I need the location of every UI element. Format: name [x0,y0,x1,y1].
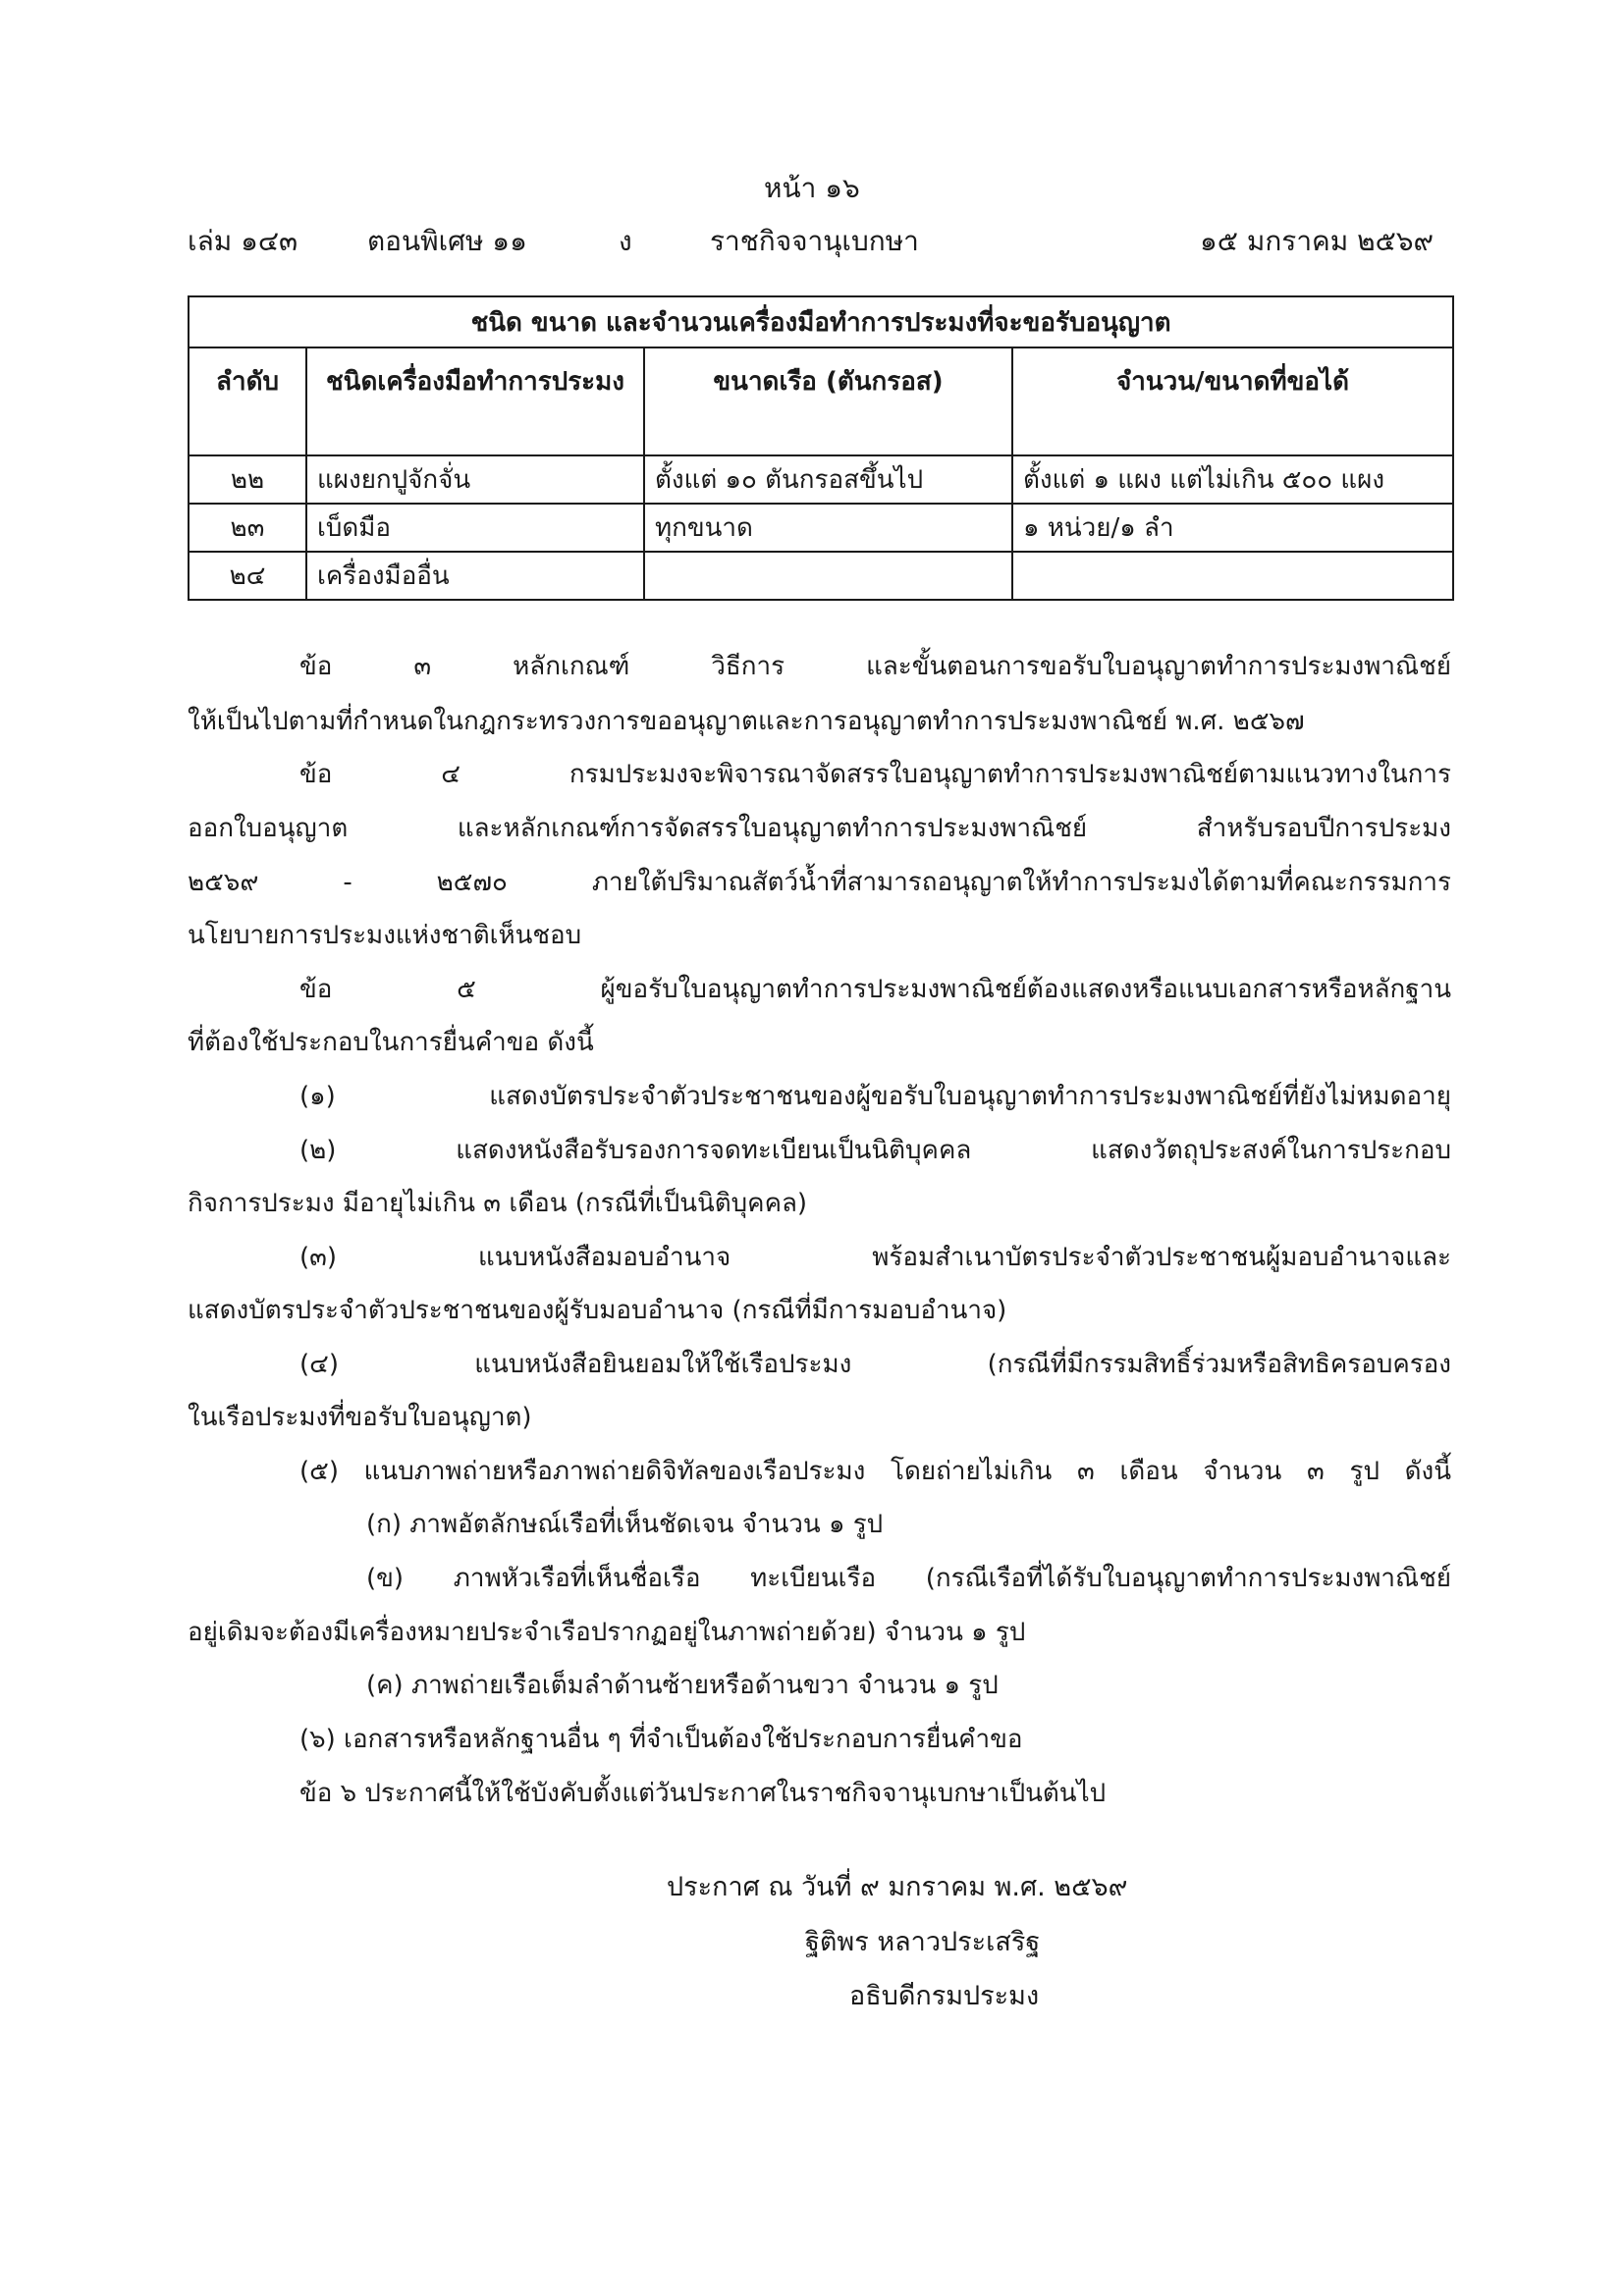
clause-4-line-1: ข้อ ๔ กรมประมงจะพิจารณาจัดสรรใบอนุญาตทำการประมงพาณิชย์ตามแนวทางในการ [299,760,1451,789]
fishing-tools-table [188,295,1454,601]
section-letter: ง [619,225,632,257]
item-2-line-1: (๒) แสดงหนังสือรับรองการจดทะเบียนเป็นนิติบุคคล แสดงวัตถุประสงค์ในการประกอบ [299,1136,1451,1165]
volume-number: เล่ม ๑๔๓ [188,225,298,257]
table-cell [644,552,1012,600]
item-4-line-1: (๔) แนบหนังสือยินยอมให้ใช้เรือประมง (กรณีที่มีกรรมสิทธิ์ร่วมหรือสิทธิครอบครอง [299,1350,1451,1379]
table-cell: ตั้งแต่ ๑ แผง แต่ไม่เกิน ๕๐๐ แผง [1012,455,1453,504]
table-row [189,455,1453,504]
item-5b-line-1: (ข) ภาพหัวเรือที่เห็นชื่อเรือ ทะเบียนเรือ (กรณีเรือที่ได้รับใบอนุญาตทำการประมงพาณิชย์ [366,1564,1451,1593]
item-5b-line-2: อยู่เดิมจะต้องมีเครื่องหมายประจำเรือปรากฏอยู่ในภาพถ่ายด้วย) จำนวน ๑ รูป [188,1618,1026,1647]
table-row [189,504,1453,552]
clause-5-line-1: ข้อ ๕ ผู้ขอรับใบอนุญาตทำการประมงพาณิชย์ต้องแสดงหรือแนบเอกสารหรือหลักฐาน [299,975,1451,1004]
issue-number: ตอนพิเศษ ๑๑ [367,225,527,257]
clause-5-line-2: ที่ต้องใช้ประกอบในการยื่นคำขอ ดังนี้ [188,1028,594,1057]
column-header: ลำดับ [189,347,306,455]
signatory-position: อธิบดีกรมประมง [849,1981,1040,2011]
item-4-line-2: ในเรือประมงที่ขอรับใบอนุญาต) [188,1403,532,1432]
clause-4-line-2: ออกใบอนุญาต และหลักเกณฑ์การจัดสรรใบอนุญาตทำการประมงพาณิชย์ สำหรับรอบปีการประมง [188,814,1451,843]
item-5a: (ก) ภาพอัตลักษณ์เรือที่เห็นชัดเจน จำนวน ๑ รูป [366,1510,884,1539]
column-header: ชนิดเครื่องมือทำการประมง [306,347,644,455]
table-cell: เครื่องมืออื่น [306,552,644,600]
table-cell: แผงยกปูจักจั่น [306,455,644,504]
page-number: หน้า ๑๖ [764,172,860,204]
item-6: (๖) เอกสารหรือหลักฐานอื่น ๆ ที่จำเป็นต้องใช้ประกอบการยื่นคำขอ [299,1725,1023,1754]
clause-4-line-3: ๒๕๖๙ - ๒๕๗๐ ภายใต้ปริมาณสัตว์น้ำที่สามารถอนุญาตให้ทำการประมงได้ตามที่คณะกรรมการ [188,868,1451,897]
table-cell: ๑ หน่วย/๑ ลำ [1012,504,1453,552]
item-1: (๑) แสดงบัตรประจำตัวประชาชนของผู้ขอรับใบอนุญาตทำการประมงพาณิชย์ที่ยังไม่หมดอายุ [299,1082,1451,1111]
signatory-name: ฐิติพร หลาวประเสริฐ [805,1927,1041,1957]
table-cell: ตั้งแต่ ๑๐ ตันกรอสขึ้นไป [644,455,1012,504]
announcement-date: ประกาศ ณ วันที่ ๙ มกราคม พ.ศ. ๒๕๖๙ [667,1872,1128,1902]
clause-3-line-1: ข้อ ๓ หลักเกณฑ์ วิธีการ และขั้นตอนการขอรับใบอนุญาตทำการประมงพาณิชย์ [299,652,1451,681]
table-cell: ทุกขนาด [644,504,1012,552]
publication-date: ๑๕ มกราคม ๒๕๖๙ [1200,225,1435,257]
column-header: ขนาดเรือ (ตันกรอส) [644,347,1012,455]
item-3-line-2: แสดงบัตรประจำตัวประชาชนของผู้รับมอบอำนาจ (กรณีที่มีการมอบอำนาจ) [188,1296,1007,1325]
gazette-name: ราชกิจจานุเบกษา [710,225,919,257]
table-row [189,552,1453,600]
table-caption: ชนิด ขนาด และจำนวนเครื่องมือทำการประมงที่จะขอรับอนุญาต [189,296,1453,347]
table-cell: ๒๓ [189,504,306,552]
table-cell: ๒๒ [189,455,306,504]
table-cell: ๒๔ [189,552,306,600]
column-header: จำนวน/ขนาดที่ขอได้ [1012,347,1453,455]
item-3-line-1: (๓) แนบหนังสือมอบอำนาจ พร้อมสำเนาบัตรประจำตัวประชาชนผู้มอบอำนาจและ [299,1243,1451,1272]
clause-4-line-4: นโยบายการประมงแห่งชาติเห็นชอบ [188,921,582,950]
table-cell: เบ็ดมือ [306,504,644,552]
item-5c: (ค) ภาพถ่ายเรือเต็มลำด้านซ้ายหรือด้านขวา จำนวน ๑ รูป [366,1671,999,1700]
table-header-row [189,347,1453,455]
item-2-line-2: กิจการประมง มีอายุไม่เกิน ๓ เดือน (กรณีที่เป็นนิติบุคคล) [188,1189,808,1218]
item-5: (๕) แนบภาพถ่ายหรือภาพถ่ายดิจิทัลของเรือประมง โดยถ่ายไม่เกิน ๓ เดือน จำนวน ๓ รูป ดังนี้ [299,1457,1451,1486]
clause-6: ข้อ ๖ ประกาศนี้ให้ใช้บังคับตั้งแต่วันประกาศในราชกิจจานุเบกษาเป็นต้นไป [299,1779,1107,1808]
table-cell [1012,552,1453,600]
clause-3-line-2: ให้เป็นไปตามที่กำหนดในกฎกระทรวงการขออนุญาตและการอนุญาตทำการประมงพาณิชย์ พ.ศ. ๒๕๖๗ [188,707,1305,736]
